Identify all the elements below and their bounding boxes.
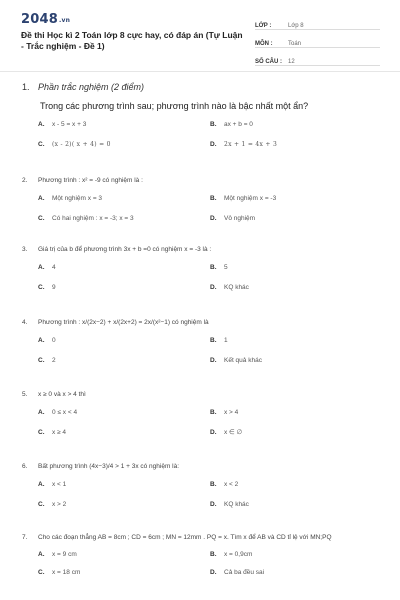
option-b[interactable]	[210, 194, 382, 203]
option-c[interactable]	[38, 283, 210, 292]
option-d[interactable]	[210, 500, 382, 509]
meta-row-class	[255, 14, 380, 30]
option-a[interactable]	[38, 194, 210, 203]
option-d[interactable]	[210, 283, 382, 292]
option-text: Kết quả khác	[224, 357, 262, 364]
option-b[interactable]	[210, 263, 382, 272]
option-label: B.	[210, 551, 217, 558]
option-label: C.	[38, 284, 45, 291]
option-label: D.	[210, 215, 217, 222]
meta-key: MÔN :	[255, 41, 273, 47]
option-text: Một nghiệm x = 3	[52, 195, 103, 202]
option-a[interactable]	[38, 263, 210, 272]
option-label: C.	[38, 429, 45, 436]
option-text: x - 5 = x + 3	[52, 121, 87, 128]
option-text: x ∈ ∅	[224, 429, 243, 436]
option-label: D.	[210, 501, 217, 508]
exam-title: Đề thi Học kì 2 Toán lớp 8 cực hay, có đáp án (Tự Luận - Trắc nghiệm - Đề 1)	[21, 30, 243, 51]
question-4	[22, 318, 380, 365]
option-b[interactable]	[210, 408, 382, 417]
meta-value: Toán	[288, 41, 302, 47]
question-header	[22, 176, 380, 185]
meta-value: Lớp 8	[288, 23, 304, 29]
question-number: 3.	[22, 246, 28, 253]
option-label: A.	[38, 264, 45, 271]
option-label: A.	[38, 337, 45, 344]
option-text: Vô nghiệm	[224, 215, 256, 222]
option-label: C.	[38, 357, 45, 364]
meta-value: 12	[288, 59, 295, 65]
option-a[interactable]	[38, 480, 210, 489]
exam-meta	[255, 14, 380, 68]
question-text: Phương trình : x² = -9 có nghiệm là :	[38, 177, 143, 184]
question-header	[22, 390, 380, 399]
question-text: Cho các đoạn thẳng AB = 8cm ; CD = 6cm ; MN = 12mm . PQ = x. Tìm x để AB và CD tỉ lệ với MN;PQ	[38, 534, 332, 541]
option-c[interactable]	[38, 140, 210, 149]
option-b[interactable]	[210, 550, 382, 559]
option-text: 1	[224, 337, 228, 344]
question-2	[22, 176, 380, 223]
question-text: x ≥ 0 và x > 4 thì	[38, 391, 86, 398]
question-6	[22, 462, 380, 509]
options	[38, 263, 380, 292]
question-header	[22, 318, 380, 327]
header-divider	[0, 71, 400, 72]
question-text	[38, 82, 380, 93]
option-d[interactable]	[210, 568, 382, 577]
option-c[interactable]	[38, 356, 210, 365]
question-header	[22, 245, 380, 254]
option-a[interactable]	[38, 120, 210, 129]
meta-row-subject	[255, 32, 380, 48]
question-text: Phương trình : x/(2x−2) + x/(2x+2) = 2x/(x²−1) có nghiệm là	[38, 319, 209, 326]
option-text: x < 2	[224, 481, 239, 488]
option-text: 2	[52, 357, 56, 364]
question-text: Giá trị của b để phương trình 3x + b =0 có nghiệm x = -3 là :	[38, 246, 212, 253]
option-text: 2x + 1 = 4x + 3	[224, 141, 278, 148]
question-number: 5.	[22, 391, 28, 398]
option-a[interactable]	[38, 336, 210, 345]
question-text: Bất phương trình (4x−3)/4 > 1 + 3x có nghiệm là:	[38, 463, 180, 470]
option-b[interactable]	[210, 120, 382, 129]
option-b[interactable]	[210, 480, 382, 489]
question-number: 6.	[22, 463, 28, 470]
question-number: 4.	[22, 319, 28, 326]
option-text: x = 18 cm	[52, 569, 81, 576]
option-b[interactable]	[210, 336, 382, 345]
question-lead: Trong các phương trình sau; phương trình nào là bậc nhất một ẩn?	[40, 101, 309, 111]
option-text: x < 1	[52, 481, 67, 488]
option-label: C.	[38, 141, 45, 148]
logo-main: 2048	[21, 12, 58, 27]
option-label: A.	[38, 551, 45, 558]
option-d[interactable]	[210, 140, 382, 149]
option-d[interactable]	[210, 214, 382, 223]
option-label: B.	[210, 264, 217, 271]
option-text: KQ khác	[224, 501, 249, 508]
options	[38, 120, 380, 149]
option-c[interactable]	[38, 214, 210, 223]
option-label: A.	[38, 409, 45, 416]
option-text: x = 9 cm	[52, 551, 77, 558]
option-label: B.	[210, 481, 217, 488]
question-1	[22, 82, 380, 149]
option-a[interactable]	[38, 550, 210, 559]
option-text: 0 ≤ x < 4	[52, 409, 78, 416]
option-label: C.	[38, 569, 45, 576]
question-number: 7.	[22, 534, 28, 541]
option-text: Có hai nghiệm : x = -3; x = 3	[52, 215, 134, 222]
option-label: B.	[210, 195, 217, 202]
options	[38, 408, 380, 437]
meta-key: LỚP :	[255, 23, 272, 29]
option-text: (x - 2)( x + 4) = 0	[52, 141, 111, 148]
question-5	[22, 390, 380, 437]
option-text: x = 0,9cm	[224, 551, 253, 558]
option-label: D.	[210, 429, 217, 436]
option-label: C.	[38, 501, 45, 508]
options	[38, 550, 380, 577]
header	[0, 0, 400, 70]
question-7	[22, 533, 380, 577]
option-label: B.	[210, 337, 217, 344]
option-label: C.	[38, 215, 45, 222]
option-label: B.	[210, 409, 217, 416]
site-logo[interactable]	[21, 12, 70, 27]
options	[38, 336, 380, 365]
option-text: x > 2	[52, 501, 67, 508]
question-header	[22, 533, 380, 542]
option-label: B.	[210, 121, 217, 128]
option-a[interactable]	[38, 408, 210, 417]
question-3	[22, 245, 380, 292]
option-text: 5	[224, 264, 228, 271]
option-label: A.	[38, 121, 45, 128]
option-label: A.	[38, 195, 45, 202]
option-text: Cả ba đều sai	[224, 569, 265, 576]
option-label: D.	[210, 357, 217, 364]
option-text: x > 4	[224, 409, 239, 416]
option-text: KQ khác	[224, 284, 249, 291]
option-d[interactable]	[210, 428, 382, 437]
option-d[interactable]	[210, 356, 382, 365]
option-label: D.	[210, 141, 217, 148]
meta-key: SỐ CÂU :	[255, 59, 282, 65]
option-text: 4	[52, 264, 56, 271]
question-header	[22, 82, 380, 93]
options	[38, 480, 380, 509]
question-number: 2.	[22, 177, 28, 184]
option-c[interactable]	[38, 500, 210, 509]
option-text: 0	[52, 337, 56, 344]
option-label: D.	[210, 569, 217, 576]
option-c[interactable]	[38, 568, 210, 577]
option-label: A.	[38, 481, 45, 488]
option-text: Một nghiệm x = -3	[224, 195, 277, 202]
options	[38, 194, 380, 223]
option-text: x ≥ 4	[52, 429, 67, 436]
option-c[interactable]	[38, 428, 210, 437]
question-header	[22, 462, 380, 471]
question-number: 1.	[22, 82, 30, 92]
option-text: ax + b = 0	[224, 121, 253, 128]
option-text: 9	[52, 284, 56, 291]
logo-sub: .vn	[58, 17, 71, 24]
section-title: Phần trắc nghiệm (2 điểm)	[38, 82, 145, 92]
meta-row-count	[255, 50, 380, 66]
option-label: D.	[210, 284, 217, 291]
